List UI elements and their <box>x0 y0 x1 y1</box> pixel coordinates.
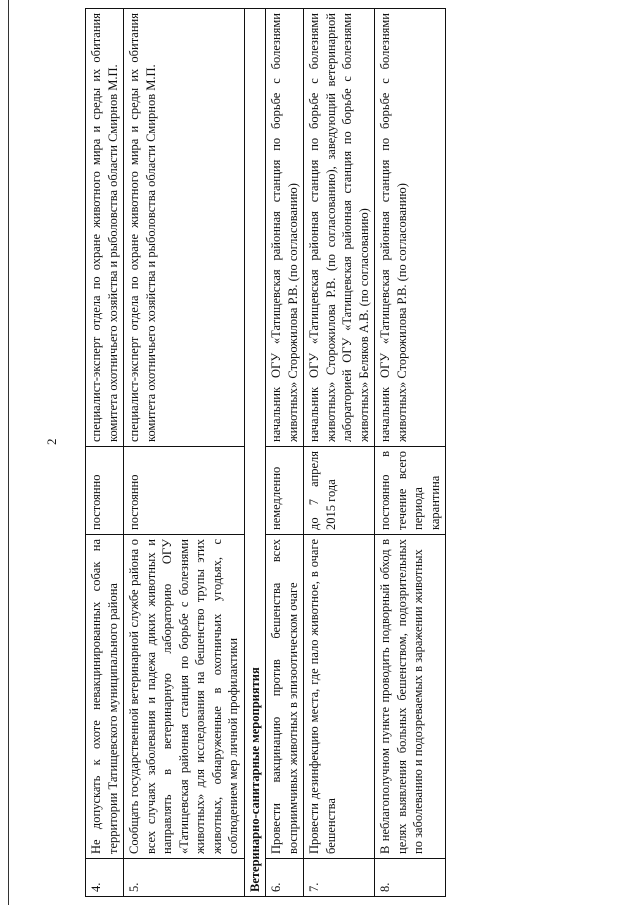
page-number: 2 <box>44 438 59 445</box>
section-title: Ветеринарно-санитарные мероприятия <box>244 9 266 897</box>
responsible-text: начальник ОГУ «Татищевская районная станция по борьбе с болезнями животных» Сторожилова Р.В. (по согласованию), заведующий ветеринарной лабораторией ОГУ «Татищевская районная станция по борьбе с болезнями животных» Беляков А.В. (по согласованию) <box>304 9 375 447</box>
measure-text: Провести вакцинацию против бешенства всех восприимчивых животных в эпизоотическом очаге <box>266 535 304 859</box>
table-row <box>124 9 245 897</box>
measure-text: В неблагополучном пункте проводить подворный обход в целях выявления больных бешенством, подозрительных по заболеванию и подозреваемых в заражении животных <box>375 535 446 859</box>
rotated-page-content <box>85 9 535 897</box>
row-number: 6. <box>266 859 304 897</box>
row-number: 5. <box>124 859 245 897</box>
measure-text: Провести дезинфекцию места, где пало животное, в очаге бешенства <box>304 535 375 859</box>
deadline-text: постоянно <box>86 447 124 535</box>
table-row <box>86 9 124 897</box>
responsible-text: начальник ОГУ «Татищевская районная станция по борьбе с болезнями животных» Сторожилова Р.В. (по согласованию) <box>375 9 446 447</box>
responsible-text: начальник ОГУ «Татищевская районная станция по борьбе с болезнями животных» Сторожилова Р.В. (по согласованию) <box>266 9 304 447</box>
deadline-text: постоянно в течение всего периода карантина <box>375 447 446 535</box>
deadline-text: немедленно <box>266 447 304 535</box>
responsible-text: специалист-эксперт отдела по охране животного мира и среды их обитания комитета охотничьего хозяйства и рыболовства области Смирнов М.П. <box>124 9 245 447</box>
responsible-text: специалист-эксперт отдела по охране животного мира и среды их обитания комитета охотничьего хозяйства и рыболовства области Смирнов М.П. <box>86 9 124 447</box>
table-row <box>375 9 446 897</box>
row-number: 8. <box>375 859 446 897</box>
deadline-text: постоянно <box>124 447 245 535</box>
table-row <box>266 9 304 897</box>
deadline-text: до 7 апреля 2015 года <box>304 447 375 535</box>
row-number: 7. <box>304 859 375 897</box>
measure-text: Не допускать к охоте невакцинированных собак на территории Татищевского муниципального района <box>86 535 124 859</box>
table-row <box>304 9 375 897</box>
measure-text: Сообщать государственной ветеринарной службе района о всех случаях заболевания и падежа диких животных и направлять в ветеринарную лабораторию ОГУ «Татищевская районная станция по борьбе с болезнями животных» для исследования на бешенство трупы этих животных, обнаруженные в охотничьих угодьях, с соблюдением мер личной профилактики <box>124 535 245 859</box>
measures-table <box>85 8 446 897</box>
scan-edge-line <box>8 0 9 905</box>
section-header-row <box>244 9 266 897</box>
row-number: 4. <box>86 859 124 897</box>
